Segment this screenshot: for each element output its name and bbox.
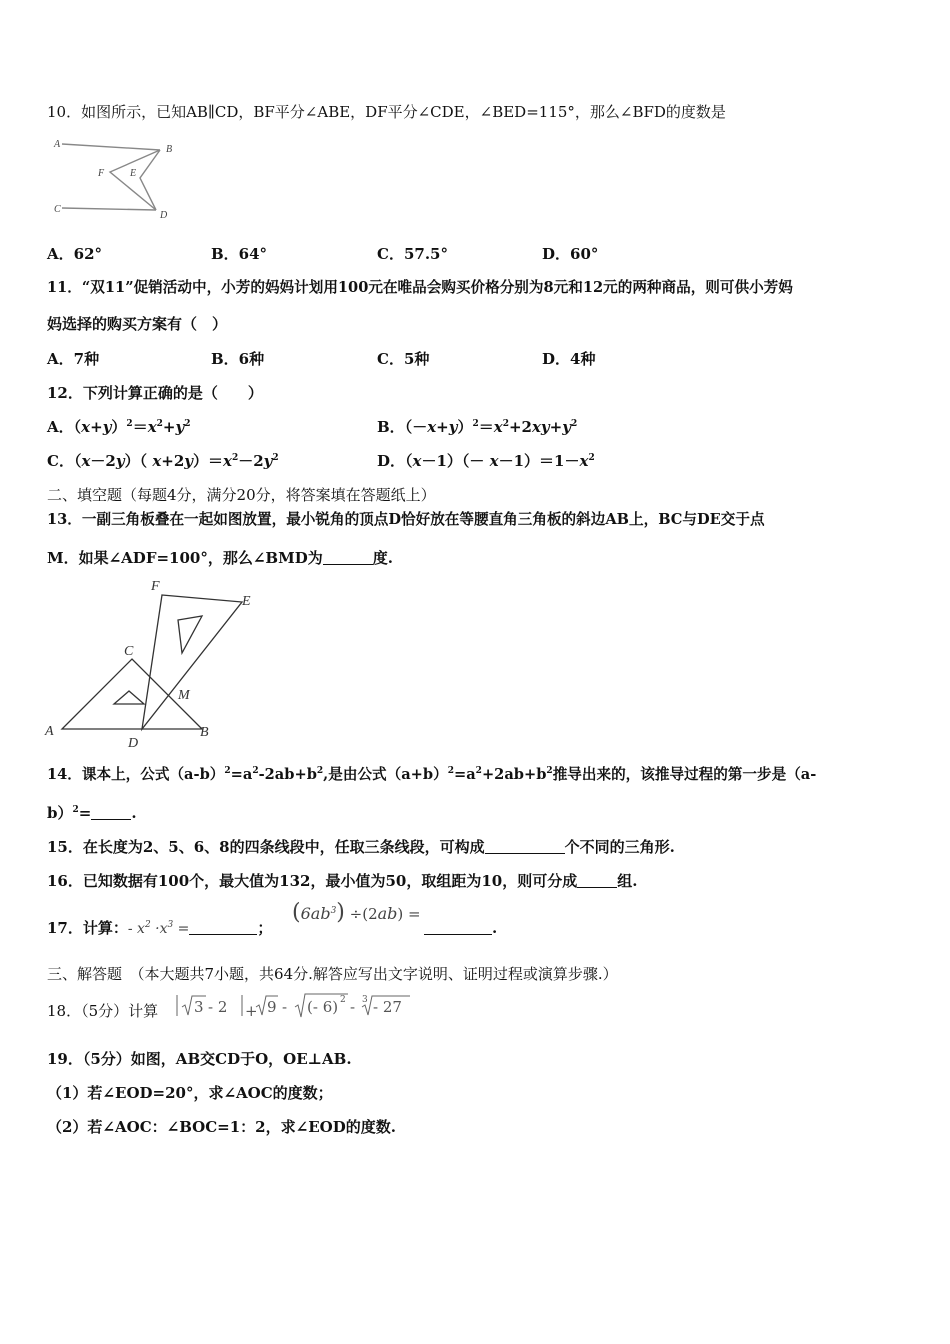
q15-text: 15．在长度为2、5、6、8的四条线段中，任取三条线段，可构成 bbox=[47, 838, 485, 856]
q10-label-f: F bbox=[98, 168, 105, 179]
q14-l2-exp: 2 bbox=[72, 805, 79, 815]
q14-exp6: 2 bbox=[546, 766, 553, 776]
q18-label bbox=[47, 1001, 158, 1021]
section3-heading: 三、解答题 （本大题共7小题，共64分.解答应写出文字说明、证明过程或演算步骤.） bbox=[47, 965, 618, 983]
q17-answer-blank-2[interactable] bbox=[424, 920, 492, 935]
q14-line1 bbox=[47, 765, 816, 785]
q15-text-end: 个不同的三角形. bbox=[564, 838, 675, 856]
q10-option-a: A．62° bbox=[47, 245, 103, 263]
q14-t4: ,是由公式（a+b） bbox=[323, 766, 448, 783]
q14-l2-t3: . bbox=[131, 804, 137, 822]
svg-text:- 2: - 2 bbox=[208, 998, 228, 1016]
svg-text:3: 3 bbox=[194, 998, 204, 1016]
q13-answer-blank[interactable] bbox=[323, 550, 373, 565]
q10-option-b: B．64° bbox=[211, 245, 268, 263]
q13-line2-end: 度. bbox=[372, 549, 393, 567]
svg-text:- 27: - 27 bbox=[373, 998, 402, 1016]
q14-exp2: 2 bbox=[252, 766, 259, 776]
q10-label-a: A bbox=[54, 139, 61, 150]
q14-line2 bbox=[47, 803, 137, 823]
q13-label-e: E bbox=[242, 594, 251, 609]
q10-option-d: D．60° bbox=[542, 245, 599, 263]
q17-text: 17．计算： bbox=[47, 919, 128, 937]
q16-text-end: 组. bbox=[617, 872, 638, 890]
q19-part2: （2）若∠AOC：∠BOC=1：2，求∠EOD的度数. bbox=[47, 1118, 396, 1136]
q17-tail bbox=[424, 918, 497, 938]
q19-stem: 19．（5分）如图，AB交CD于O，OE⊥AB. bbox=[47, 1050, 352, 1068]
q14-t2: =a bbox=[230, 766, 253, 783]
q14-exp1: 2 bbox=[224, 766, 231, 776]
q13-label-d: D bbox=[128, 736, 139, 750]
q17-expr1: - $x^2 \cdot x^3$ = bbox=[127, 920, 190, 937]
q14-t3: -2ab+b bbox=[258, 766, 317, 783]
q17-expr2: $(6ab^3) \div(2ab)$ = bbox=[292, 900, 421, 925]
q16-line bbox=[47, 871, 637, 891]
q12-option-c: C．（x－2y）（ $x+2y)=x^2-2y^2$ bbox=[47, 452, 279, 470]
q13-label-f: F bbox=[151, 579, 160, 594]
q17-line bbox=[47, 918, 272, 939]
q10-stem: 10．如图所示，已知AB∥CD，BF平分∠ABE，DF平分∠CDE，∠BED=115°，那么∠BFD的度数是 bbox=[47, 103, 726, 121]
q12-stem: 12．下列计算正确的是（ ） bbox=[47, 384, 263, 402]
q10-label-e: E bbox=[130, 168, 137, 179]
q12-option-b: B．$(-x+y)^2=x^2+2xy+y^2$ bbox=[377, 418, 578, 436]
q18-expression bbox=[174, 990, 414, 1024]
q12-option-c-letter: C． bbox=[47, 452, 74, 470]
q15-answer-blank[interactable] bbox=[485, 839, 565, 854]
q11-line1: 11．“双11”促销活动中，小芳的妈妈计划用100元在唯品会购买价格分别为8元和12元的两种商品，则可供小芳妈 bbox=[47, 279, 793, 296]
q12-option-b-letter: B． bbox=[377, 418, 405, 436]
q12-option-a: A．$(x+y)^2=x^2+y^2$ bbox=[47, 418, 191, 436]
q14-t1: 14．课本上，公式（a-b） bbox=[47, 766, 225, 783]
q14-l2-t2: = bbox=[78, 804, 92, 822]
q17-answer-blank-1[interactable] bbox=[189, 920, 257, 935]
q10-label-c: C bbox=[54, 204, 61, 215]
q16-text: 16．已知数据有100个，最大值为132，最小值为50，取组距为10，则可分成 bbox=[47, 872, 578, 890]
q13-line1: 13．一副三角板叠在一起如图放置，最小锐角的顶点D恰好放在等腰直角三角板的斜边AB上，BC与DE交于点 bbox=[47, 511, 765, 528]
q12-option-d: D．$(x-1)(- x-1)=1-x^2$ bbox=[377, 452, 595, 470]
q10-label-d: D bbox=[160, 210, 168, 221]
q16-answer-blank[interactable] bbox=[577, 873, 617, 888]
section2-heading: 二、填空题（每题4分，满分20分，将答案填在答题纸上） bbox=[47, 486, 436, 504]
q12-option-a-letter: A． bbox=[47, 418, 74, 436]
q10-option-c: C．57.5° bbox=[377, 245, 448, 263]
q10-figure bbox=[48, 138, 188, 222]
q14-l2-t1: b） bbox=[47, 804, 73, 822]
q15-line bbox=[47, 837, 675, 857]
q17-end: . bbox=[492, 919, 498, 937]
svg-text:(- 6): (- 6) bbox=[307, 998, 339, 1016]
q13-label-c: C bbox=[124, 644, 134, 659]
q10-label-b: B bbox=[166, 144, 173, 155]
q14-t7: 推导出来的，该推导过程的第一步是（a- bbox=[552, 766, 817, 783]
q11-option-c: C．5种 bbox=[377, 350, 430, 368]
q13-label-b: B bbox=[200, 725, 209, 740]
svg-text:+: + bbox=[245, 1002, 258, 1020]
q14-exp3: 2 bbox=[316, 766, 324, 776]
q11-option-d: D．4种 bbox=[542, 350, 596, 368]
q13-line2-text: M．如果∠ADF=100°，那么∠BMD为 bbox=[47, 549, 323, 567]
svg-text:2: 2 bbox=[340, 995, 346, 1005]
q12-option-d-letter: D． bbox=[377, 452, 406, 470]
q11-line2: 妈选择的购买方案有（ ） bbox=[47, 315, 228, 333]
q19-part1: （1）若∠EOD=20°，求∠AOC的度数； bbox=[47, 1084, 333, 1102]
q18-text: 18．（5分）计算 bbox=[47, 1002, 159, 1020]
q11-option-a: A．7种 bbox=[47, 350, 100, 368]
svg-text:-: - bbox=[350, 998, 356, 1016]
q14-t5: =a bbox=[453, 766, 476, 783]
svg-text:-: - bbox=[282, 998, 288, 1016]
q13-label-a: A bbox=[45, 724, 54, 739]
q13-line2 bbox=[47, 548, 393, 568]
svg-text:9: 9 bbox=[267, 998, 277, 1016]
q14-answer-blank[interactable] bbox=[91, 805, 131, 820]
q14-exp4: 2 bbox=[447, 766, 454, 776]
q17-sep: ； bbox=[257, 919, 273, 937]
q11-option-b: B．6种 bbox=[211, 350, 265, 368]
q13-label-m: M bbox=[178, 688, 190, 703]
q13-figure bbox=[42, 575, 272, 750]
q14-t6: +2ab+b bbox=[481, 766, 547, 783]
q14-exp5: 2 bbox=[475, 766, 482, 776]
svg-text:3: 3 bbox=[362, 995, 368, 1005]
